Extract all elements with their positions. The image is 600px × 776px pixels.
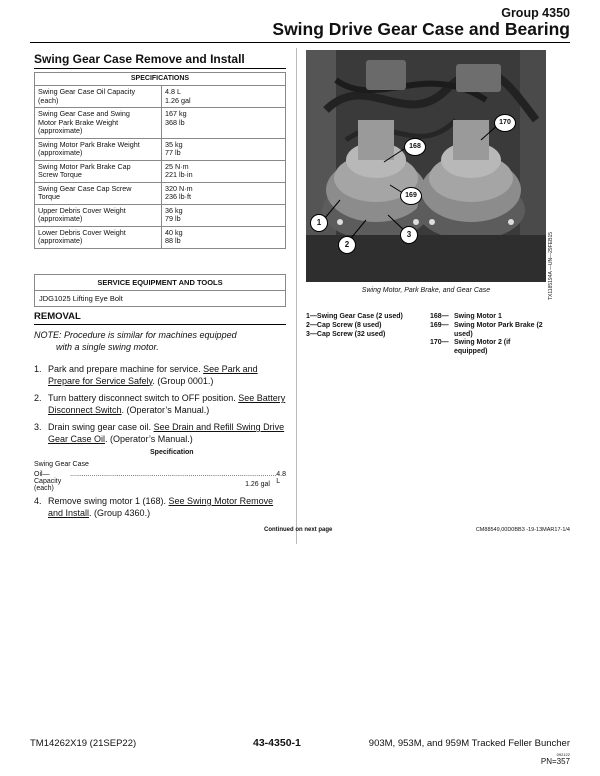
table-row	[35, 204, 286, 226]
side-code-text: TX1185194A —UN—29FEB15	[548, 231, 554, 300]
table-row	[35, 86, 286, 108]
callout-169: 169	[400, 187, 422, 205]
document-id: CM88549,00D0BB3 -19-13MAR17-1/4	[475, 527, 570, 533]
list-item	[34, 496, 290, 519]
specification-label: Oil—Capacity (each)	[34, 471, 62, 492]
legend-item	[430, 313, 554, 322]
note-line: NOTE: Procedure is similar for machines equipped	[34, 330, 237, 340]
step-text-after: . (Group 0001.)	[152, 375, 214, 386]
footer-title: 903M, 953M, and 959M Tracked Feller Buncher	[368, 738, 570, 749]
spec-label: Swing Gear Case Cap Screw Torque	[35, 182, 162, 204]
specification-metric: 4.8 L	[276, 471, 286, 485]
legend-text: Swing Motor 2 (if equipped)	[454, 339, 511, 355]
legend-text: Cap Screw (32 used)	[316, 330, 386, 338]
spec-label: Swing Gear Case and Swing Motor Park Brake Weight (approximate)	[35, 108, 162, 138]
removal-rule	[34, 324, 286, 325]
leader-dots: ..........................................................................................................	[70, 471, 277, 478]
legend-text: Swing Motor Park Brake (2 used)	[454, 321, 543, 338]
step-text: Remove swing motor 1 (168).	[48, 496, 169, 506]
spec-label: Swing Motor Park Brake Cap Screw Torque	[35, 160, 162, 182]
legend-column-left	[306, 313, 403, 339]
step-link[interactable]: See Drain and Refill Swing Drive Gear Case Oil	[48, 422, 285, 444]
legend-item	[306, 313, 403, 322]
step-number: 1.	[34, 364, 42, 374]
table-row	[35, 182, 286, 204]
footer-date-code: 092122	[556, 752, 570, 757]
step-number: 3.	[34, 422, 42, 433]
callout-3: 3	[400, 226, 418, 244]
list-item	[34, 364, 290, 387]
legend-column-right	[430, 313, 554, 357]
figure-caption: Swing Motor, Park Brake, and Gear Case	[361, 287, 491, 294]
footer-manual-id: TM14262X19 (21SEP22)	[30, 738, 137, 749]
legend-number: 169—	[430, 321, 449, 329]
step-link[interactable]: See Swing Motor Remove and Install	[48, 496, 274, 518]
step-text-after: . (Operator’s Manual.)	[121, 404, 210, 415]
spec-label: Swing Gear Case Oil Capacity (each)	[35, 86, 162, 108]
spec-value: 35 kg 77 lb	[162, 138, 286, 160]
page-title: Swing Drive Gear Case and Bearing	[272, 19, 570, 39]
section-title: Swing Gear Case Remove and Install	[34, 52, 245, 66]
footer-page-number: 43-4350-1	[253, 737, 301, 749]
legend-item	[306, 322, 403, 331]
step-link[interactable]: See Park and Prepare for Service Safely	[48, 364, 258, 386]
table-row	[35, 160, 286, 182]
note	[34, 330, 286, 353]
equipment-item: JDG1025 Lifting Eye Bolt	[35, 291, 286, 307]
step-number: 2.	[34, 393, 42, 404]
legend-item	[430, 322, 554, 340]
callout-1: 1	[310, 214, 328, 232]
spec-value: 320 N·m 236 lb·ft	[162, 182, 286, 204]
step-text-after: . (Group 4360.)	[89, 507, 151, 518]
spec-label: Swing Motor Park Brake Weight (approximate)	[35, 138, 162, 160]
column-divider	[296, 48, 297, 544]
step-text: Drain swing gear case oil.	[48, 422, 154, 433]
continued-note: Continued on next page	[264, 527, 333, 533]
specification-heading: Specification	[150, 449, 194, 456]
callout-2: 2	[338, 236, 356, 254]
step-link[interactable]: See Battery Disconnect Switch	[48, 393, 286, 415]
callout-168: 168	[404, 138, 426, 156]
note-line: with a single swing motor.	[56, 341, 159, 352]
specification-item: Swing Gear Case	[34, 461, 89, 468]
step-text: Turn battery disconnect switch to OFF position.	[48, 393, 239, 404]
legend-text: Swing Motor 1	[454, 313, 502, 320]
legend-text: Swing Gear Case (2 used)	[316, 313, 403, 320]
table-row	[35, 138, 286, 160]
legend-item	[430, 339, 554, 357]
legend-number: 1—	[306, 313, 317, 320]
table-row	[35, 108, 286, 138]
procedure-steps	[34, 364, 290, 451]
removal-heading: REMOVAL	[34, 311, 81, 322]
section-rule	[34, 68, 286, 69]
step-number: 4.	[34, 496, 42, 506]
legend-item	[306, 331, 403, 340]
legend-number: 2—	[306, 321, 317, 329]
legend-number: 3—	[306, 330, 317, 338]
table-row	[35, 226, 286, 248]
callout-170: 170	[494, 114, 516, 132]
specifications-table	[34, 72, 286, 249]
spec-value: 167 kg 368 lb	[162, 108, 286, 138]
spec-label: Upper Debris Cover Weight (approximate)	[35, 204, 162, 226]
spec-value: 36 kg 79 lb	[162, 204, 286, 226]
header-rule	[30, 42, 570, 43]
spec-value: 40 kg 88 lb	[162, 226, 286, 248]
list-item	[34, 393, 290, 416]
step-text: Park and prepare machine for service.	[48, 364, 204, 374]
figure-photo	[306, 50, 546, 282]
legend-number: 168—	[430, 313, 449, 320]
equipment-heading: SERVICE EQUIPMENT AND TOOLS	[35, 275, 286, 291]
group-label: Group 4350	[501, 6, 570, 20]
spec-label: Lower Debris Cover Weight (approximate)	[35, 226, 162, 248]
figure-side-code	[546, 200, 555, 300]
footer-pn: PN=357	[540, 757, 570, 766]
list-item	[34, 422, 290, 445]
spec-value: 4.8 L 1.26 gal	[162, 86, 286, 108]
specification-imperial: 1.26 gal	[245, 481, 270, 488]
step-text-after: . (Operator’s Manual.)	[105, 433, 193, 444]
legend-text: Cap Screw (8 used)	[316, 321, 382, 329]
specifications-heading: SPECIFICATIONS	[35, 73, 286, 86]
legend-number: 170—	[430, 339, 449, 347]
equipment-table	[34, 274, 286, 307]
spec-value: 25 N·m 221 lb·in	[162, 160, 286, 182]
